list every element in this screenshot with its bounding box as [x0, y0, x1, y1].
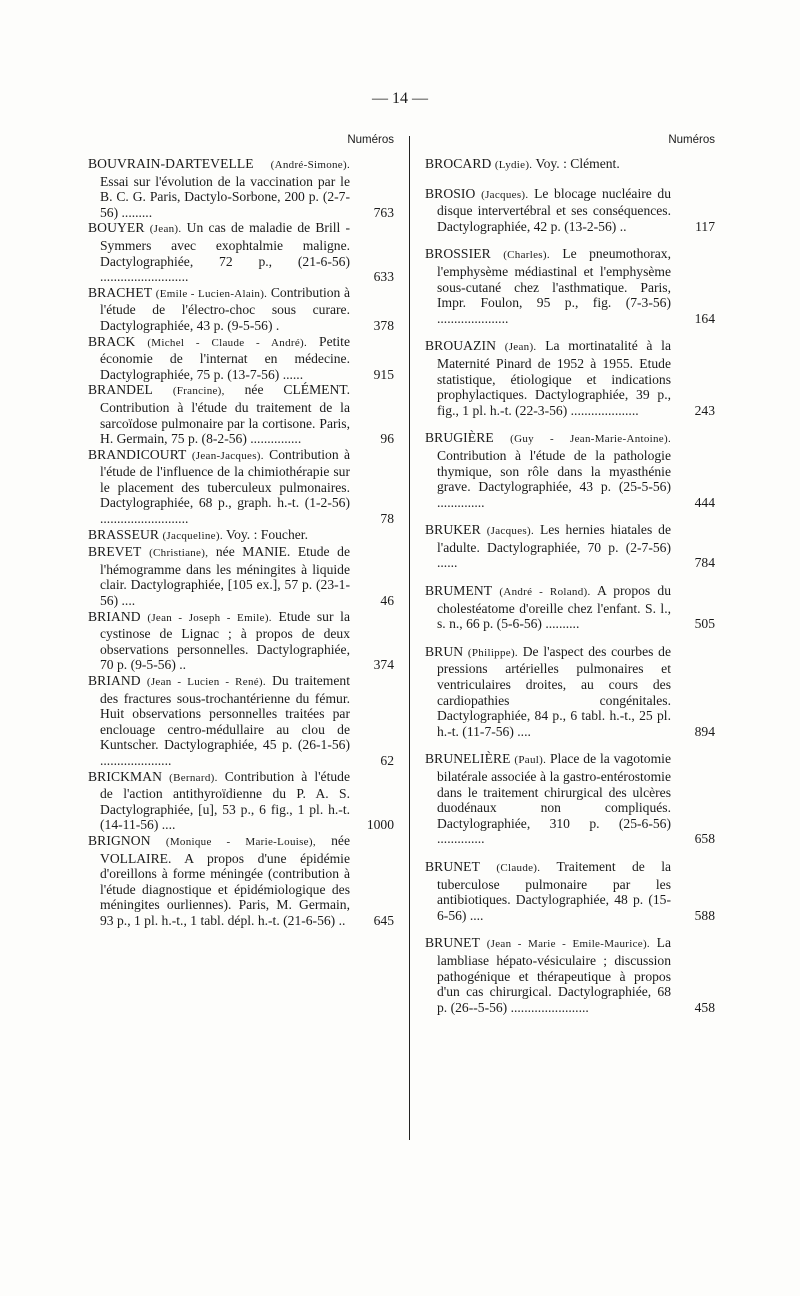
- author-forename: (Jacqueline).: [162, 529, 223, 542]
- author-surname: BRUNET: [425, 935, 480, 951]
- author-surname: BOUYER: [88, 220, 145, 236]
- bibliography-entry: [88, 285, 394, 334]
- author-surname: BRIGNON: [88, 832, 151, 848]
- bibliography-entry: [88, 544, 394, 608]
- bibliography-entry: [88, 156, 394, 220]
- author-forename: (Francine),: [172, 385, 225, 398]
- entry-number: 96: [380, 431, 394, 447]
- author-surname: BRIAND: [88, 608, 141, 624]
- entry-description: Du traitement des fractures sous-trochantérienne du fémur. Huit observations personnelles traitées par enclouage centro-médullaire au clou de Kuntscher. Dactylographiée, 45 p. (26-1-56) .....................: [100, 673, 350, 768]
- entry-description: La lambliase hépato-vésiculaire ; discussion pathogénique et thérapeutique à propos d'un cas chirurgical. Dactylographiée, 68 p. (26--5-56) .......................: [437, 935, 672, 1015]
- entry-number: 633: [373, 269, 394, 285]
- author-surname: BOUVRAIN-DARTEVELLE: [88, 156, 254, 171]
- entry-number: 505: [694, 616, 715, 632]
- author-forename: (Jean).: [149, 223, 182, 236]
- bibliography-entry: [88, 527, 394, 545]
- author-forename: (Monique - Marie-Louise),: [165, 835, 316, 848]
- entry-number: 784: [694, 555, 715, 571]
- author-forename: (Jean - Lucien - René).: [146, 676, 266, 688]
- author-forename: (André - Roland).: [499, 586, 591, 599]
- bibliography-entry: [88, 673, 394, 769]
- author-forename: (Jean - Marie - Emile-Maurice).: [486, 938, 650, 951]
- entry-number: 374: [373, 657, 394, 673]
- column-divider: [409, 136, 410, 1140]
- bibliography-entry: [425, 156, 715, 174]
- page-number: — 14 —: [372, 90, 428, 107]
- entry-number: 1000: [366, 817, 394, 833]
- author-surname: BREVET: [88, 544, 142, 560]
- entry-description: Etude sur la cystinose de Lignac ; à propos de deux observations personnelles. Dactylographiée, 70 p. (9-5-56) ..: [100, 608, 350, 673]
- entry-description: Contribution à l'étude de l'électro-choc sous curare. Dactylographiée, 43 p. (9-5-56) .: [100, 284, 350, 333]
- author-surname: BROSSIER: [425, 246, 491, 262]
- entry-description: née MANIE. Etude de l'hémogramme dans les méningites à liquide clair. Dactylographiée, [105 ex.], 57 p. (23-1-56) ....: [100, 544, 350, 609]
- bibliography-entry: [425, 583, 715, 632]
- left-column: [88, 134, 394, 929]
- entry-description: De l'aspect des courbes de pressions artérielles pulmonaires et ventriculaires droites, au cours des cardiopathies congénitales. Dactylographiée, 84 p., 6 tabl. h.-t., 25 pl. h.-t. (11-7-56) ....: [437, 643, 671, 739]
- entry-description: Contribution à l'étude de la pathologie thymique, son rôle dans la myasthénie grave. Dactylographiée, 43 p. (25-5-56) ..............: [437, 447, 671, 510]
- entry-number: 915: [373, 366, 394, 382]
- entry-description: Un cas de maladie de Brill - Symmers avec exophtalmie maligne. Dactylographiée, 72 p., (21-6-56) ..........................: [100, 220, 351, 285]
- bibliography-entry: [425, 246, 715, 326]
- entry-description: Place de la vagotomie bilatérale associée à la gastro-entérostomie dans le traitement chirurgical des ulcères duodénaux non compliqués. Dactylographiée, 310 p. (25-6-56) ..............: [437, 751, 671, 847]
- bibliography-entry: [88, 382, 394, 446]
- author-forename: (Jacques).: [486, 525, 534, 538]
- bibliography-entry: [425, 186, 715, 235]
- column-header-numeros: Numéros: [347, 134, 394, 146]
- author-forename: (Michel - Claude - André).: [147, 336, 308, 349]
- entry-description: Contribution à l'étude de l'action antithyroïdienne du P. A. S. Dactylographiée, [u], 53 p., 6 fig., 1 pl. h.-t. (14-11-56) ....: [100, 768, 350, 833]
- author-forename: (Guy - Jean-Marie-Antoine).: [510, 433, 671, 446]
- author-surname: BRUMENT: [425, 583, 493, 599]
- entry-description: Voy. : Clément.: [535, 156, 620, 171]
- entry-number: 117: [695, 218, 715, 234]
- author-forename: (Bernard).: [169, 771, 218, 784]
- entry-description: née VOLLAIRE. A propos d'une épidémie d'oreillons à forme méningée (contribution à l'étude diagnostique et épidémiologique des méningites ourliennes). Paris, M. Germain, 93 p., 1 pl. h.-t., 1 tabl. dépl. h.-t. (21-6-56) ..: [100, 832, 350, 928]
- author-surname: BRUKER: [425, 522, 481, 538]
- right-entries-list: [425, 156, 715, 1015]
- entry-number: 588: [694, 907, 715, 923]
- author-forename: (Jean-Jacques).: [191, 449, 264, 462]
- bibliography-entry: [88, 769, 394, 833]
- entry-number: 78: [380, 511, 394, 527]
- entry-description: Voy. : Foucher.: [226, 526, 308, 542]
- author-forename: (Lydie).: [494, 159, 533, 171]
- entry-description: Essai sur l'évolution de la vaccination par le B. C. G. Paris, Dactylo-Sorbone, 200 p. (2-7-56) .........: [100, 173, 350, 220]
- entry-number: 243: [694, 402, 715, 418]
- author-forename: (Christiane),: [149, 547, 209, 560]
- bibliography-entry: [425, 751, 715, 847]
- author-forename: (Charles).: [503, 249, 550, 262]
- entry-number: 658: [694, 831, 715, 847]
- author-surname: BRUNELIÈRE: [425, 751, 511, 767]
- bibliography-entry: [425, 430, 715, 510]
- author-surname: BRANDICOURT: [88, 446, 187, 462]
- author-surname: BROCARD: [425, 156, 492, 171]
- author-surname: BRIAND: [88, 673, 141, 688]
- entry-description: A propos du cholestéatome d'oreille chez l'enfant. S. l., s. n., 66 p. (5-6-56) ..........: [437, 583, 671, 632]
- column-header-numeros: Numéros: [668, 134, 715, 146]
- author-surname: BRUGIÈRE: [425, 430, 494, 446]
- bibliography-entry: [88, 447, 394, 527]
- author-forename: (Jean).: [504, 341, 537, 354]
- author-forename: (Jacques).: [481, 188, 529, 201]
- bibliography-entry: [88, 220, 394, 284]
- entry-number: 458: [694, 999, 715, 1015]
- entry-number: 378: [373, 317, 394, 333]
- author-forename: (Jean - Joseph - Emile).: [147, 611, 272, 624]
- author-surname: BRANDEL: [88, 382, 153, 398]
- entry-description: Petite économie de l'internat en médecine. Dactylographiée, 75 p. (13-7-56) ......: [100, 333, 350, 382]
- author-surname: BRASSEUR: [88, 526, 160, 542]
- entry-description: Contribution à l'étude de l'influence de la chimiothérapie sur le placement des tuberculeux pulmonaires. Dactylographiée, 68 p., graph. h.-t. (1-2-56) ..........................: [100, 446, 351, 527]
- entry-number: 164: [694, 310, 715, 326]
- author-forename: (Philippe).: [467, 646, 518, 659]
- author-forename: (Claude).: [496, 861, 541, 874]
- author-surname: BRACK: [88, 333, 136, 349]
- bibliography-entry: [88, 609, 394, 673]
- entry-number: 62: [380, 752, 394, 768]
- entry-description: Le pneumothorax, l'emphysème médiastinal et l'emphysème sous-cutané chez l'asthmatique. Paris, Impr. Foulon, 95 p., fig. (7-3-56) .....................: [437, 246, 671, 326]
- entry-description: Le blocage nucléaire du disque intervertébral et ses conséquences. Dactylographiée, 42 p. (13-2-56) ..: [437, 185, 672, 234]
- entry-number: 763: [373, 204, 394, 220]
- entry-number: 894: [694, 723, 715, 739]
- author-surname: BRUNET: [425, 858, 480, 874]
- entry-number: 46: [380, 593, 394, 609]
- bibliography-entry: [425, 935, 715, 1015]
- entry-description: Traitement de la tuberculose pulmonaire par les antibiotiques. Dactylographiée, 48 p. (15-6-56) ....: [437, 858, 672, 923]
- entry-description: La mortinatalité à la Maternité Pinard de 1952 à 1955. Etude statistique, étiologique et indications prophylactiques. Dactylographiée, 39 p., fig., 1 pl. h.-t. (22-3-56) ....................: [437, 338, 671, 418]
- left-entries-list: [88, 156, 394, 929]
- author-forename: (Paul).: [514, 754, 547, 767]
- entry-number: 645: [373, 912, 394, 928]
- bibliography-entry: [425, 338, 715, 418]
- entry-description: née CLÉMENT. Contribution à l'étude du traitement de la sarcoïdose pulmonaire par la cortisone. Paris, H. Germain, 75 p. (8-2-56) ...............: [100, 382, 350, 447]
- author-forename: (André-Simone).: [270, 159, 350, 171]
- author-surname: BROUAZIN: [425, 338, 497, 354]
- author-surname: BRICKMAN: [88, 768, 163, 784]
- bibliography-entry: [88, 334, 394, 383]
- right-column: [425, 134, 715, 1027]
- author-surname: BRACHET: [88, 284, 153, 300]
- bibliography-entry: [425, 859, 715, 923]
- author-forename: (Emile - Lucien-Alain).: [155, 287, 268, 300]
- bibliography-entry: [425, 644, 715, 740]
- bibliography-entry: [425, 522, 715, 571]
- entry-description: Les hernies hiatales de l'adulte. Dactylographiée, 70 p. (2-7-56) ......: [437, 522, 672, 571]
- entry-number: 444: [694, 494, 715, 510]
- author-surname: BRUN: [425, 643, 464, 659]
- bibliography-entry: [88, 833, 394, 929]
- author-surname: BROSIO: [425, 185, 476, 201]
